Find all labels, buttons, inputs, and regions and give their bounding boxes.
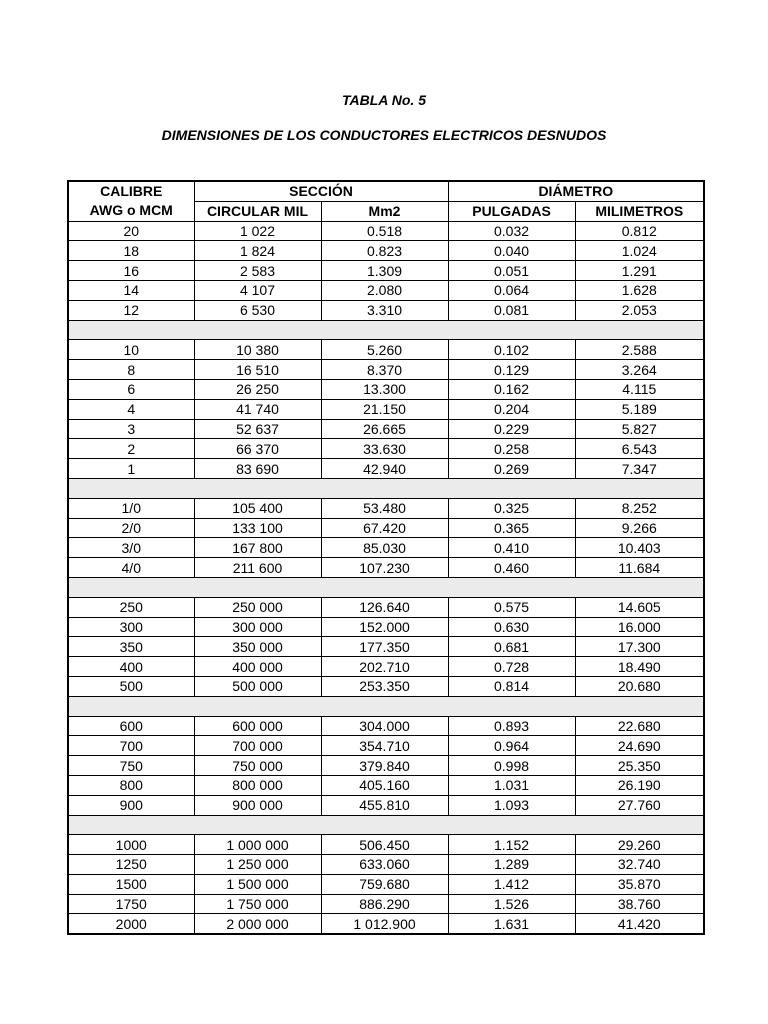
circular-mil-cell: 41 740: [194, 399, 321, 419]
table-row: [68, 558, 704, 578]
mm2-cell: 202.710: [321, 657, 448, 677]
milimetros-cell: 5.189: [575, 399, 704, 419]
page-subtitle: DIMENSIONES DE LOS CONDUCTORES ELECTRICOS DESNUDOS: [161, 127, 607, 143]
pulgadas-cell: 0.229: [448, 419, 575, 439]
table-row: [68, 874, 704, 894]
mm2-cell: 0.823: [321, 241, 448, 261]
calibre-cell: 1250: [68, 855, 194, 875]
table-row: [68, 340, 704, 360]
table-row: [68, 498, 704, 518]
milimetros-cell: 35.870: [575, 874, 704, 894]
pulgadas-cell: 0.814: [448, 676, 575, 696]
calibre-cell: 1750: [68, 894, 194, 914]
milimetros-cell: 38.760: [575, 894, 704, 914]
milimetros-cell: 11.684: [575, 558, 704, 578]
table-row: [68, 676, 704, 696]
pulgadas-cell: 0.081: [448, 300, 575, 320]
separator-cell: [68, 815, 704, 835]
calibre-cell: 2/0: [68, 518, 194, 538]
circular-mil-cell: 26 250: [194, 379, 321, 399]
milimetros-cell: 5.827: [575, 419, 704, 439]
separator-cell: [68, 320, 704, 340]
header-milimetros: MILIMETROS: [575, 201, 704, 221]
milimetros-cell: 1.291: [575, 261, 704, 281]
group-separator-row: [68, 478, 704, 498]
pulgadas-cell: 0.630: [448, 617, 575, 637]
mm2-cell: 886.290: [321, 894, 448, 914]
table-row: [68, 360, 704, 380]
mm2-cell: 5.260: [321, 340, 448, 360]
circular-mil-cell: 167 800: [194, 538, 321, 558]
calibre-cell: 1500: [68, 874, 194, 894]
table-row: [68, 261, 704, 281]
milimetros-cell: 26.190: [575, 775, 704, 795]
circular-mil-cell: 500 000: [194, 676, 321, 696]
milimetros-cell: 14.605: [575, 597, 704, 617]
milimetros-cell: 0.812: [575, 221, 704, 241]
circular-mil-cell: 66 370: [194, 439, 321, 459]
circular-mil-cell: 1 000 000: [194, 835, 321, 855]
milimetros-cell: 25.350: [575, 756, 704, 776]
separator-cell: [68, 696, 704, 716]
table-row: [68, 775, 704, 795]
table-row: [68, 280, 704, 300]
page-title: TABLA No. 5: [342, 92, 426, 108]
separator-cell: [68, 577, 704, 597]
pulgadas-cell: 0.032: [448, 221, 575, 241]
milimetros-cell: 3.264: [575, 360, 704, 380]
circular-mil-cell: 600 000: [194, 716, 321, 736]
pulgadas-cell: 0.893: [448, 716, 575, 736]
table-row: [68, 795, 704, 815]
mm2-cell: 85.030: [321, 538, 448, 558]
pulgadas-cell: 0.998: [448, 756, 575, 776]
milimetros-cell: 24.690: [575, 736, 704, 756]
calibre-cell: 1/0: [68, 498, 194, 518]
circular-mil-cell: 1 824: [194, 241, 321, 261]
milimetros-cell: 20.680: [575, 676, 704, 696]
pulgadas-cell: 1.093: [448, 795, 575, 815]
table-row: [68, 756, 704, 776]
circular-mil-cell: 900 000: [194, 795, 321, 815]
circular-mil-cell: 300 000: [194, 617, 321, 637]
pulgadas-cell: 0.064: [448, 280, 575, 300]
pulgadas-cell: 1.631: [448, 914, 575, 934]
mm2-cell: 354.710: [321, 736, 448, 756]
circular-mil-cell: 2 000 000: [194, 914, 321, 934]
circular-mil-cell: 350 000: [194, 637, 321, 657]
circular-mil-cell: 1 022: [194, 221, 321, 241]
circular-mil-cell: 133 100: [194, 518, 321, 538]
table-row: [68, 637, 704, 657]
circular-mil-cell: 52 637: [194, 419, 321, 439]
pulgadas-cell: 0.728: [448, 657, 575, 677]
calibre-cell: 300: [68, 617, 194, 637]
pulgadas-cell: 0.258: [448, 439, 575, 459]
pulgadas-cell: 0.102: [448, 340, 575, 360]
pulgadas-cell: 0.325: [448, 498, 575, 518]
pulgadas-cell: 1.526: [448, 894, 575, 914]
table-row: [68, 241, 704, 261]
milimetros-cell: 16.000: [575, 617, 704, 637]
mm2-cell: 26.665: [321, 419, 448, 439]
header-mm2: Mm2: [321, 201, 448, 221]
circular-mil-cell: 750 000: [194, 756, 321, 776]
table-row: [68, 439, 704, 459]
mm2-cell: 53.480: [321, 498, 448, 518]
pulgadas-cell: 0.269: [448, 459, 575, 479]
mm2-cell: 405.160: [321, 775, 448, 795]
calibre-cell: 600: [68, 716, 194, 736]
circular-mil-cell: 83 690: [194, 459, 321, 479]
milimetros-cell: 10.403: [575, 538, 704, 558]
pulgadas-cell: 0.460: [448, 558, 575, 578]
milimetros-cell: 2.588: [575, 340, 704, 360]
milimetros-cell: 32.740: [575, 855, 704, 875]
calibre-cell: 20: [68, 221, 194, 241]
pulgadas-cell: 0.040: [448, 241, 575, 261]
mm2-cell: 13.300: [321, 379, 448, 399]
table-row: [68, 538, 704, 558]
header-diametro: DIÁMETRO: [448, 181, 704, 201]
table-row: [68, 855, 704, 875]
circular-mil-cell: 1 750 000: [194, 894, 321, 914]
calibre-cell: 4: [68, 399, 194, 419]
mm2-cell: 759.680: [321, 874, 448, 894]
milimetros-cell: 1.628: [575, 280, 704, 300]
circular-mil-cell: 800 000: [194, 775, 321, 795]
pulgadas-cell: 0.681: [448, 637, 575, 657]
group-separator-row: [68, 577, 704, 597]
mm2-cell: 455.810: [321, 795, 448, 815]
mm2-cell: 21.150: [321, 399, 448, 419]
pulgadas-cell: 0.162: [448, 379, 575, 399]
circular-mil-cell: 1 250 000: [194, 855, 321, 875]
calibre-cell: 1000: [68, 835, 194, 855]
table-row: [68, 399, 704, 419]
mm2-cell: 126.640: [321, 597, 448, 617]
circular-mil-cell: 1 500 000: [194, 874, 321, 894]
milimetros-cell: 17.300: [575, 637, 704, 657]
header-calibre: [68, 181, 194, 221]
circular-mil-cell: 2 583: [194, 261, 321, 281]
circular-mil-cell: 250 000: [194, 597, 321, 617]
circular-mil-cell: 400 000: [194, 657, 321, 677]
milimetros-cell: 4.115: [575, 379, 704, 399]
calibre-cell: 1: [68, 459, 194, 479]
pulgadas-cell: 0.410: [448, 538, 575, 558]
pulgadas-cell: 0.204: [448, 399, 575, 419]
circular-mil-cell: 105 400: [194, 498, 321, 518]
table-row: [68, 597, 704, 617]
pulgadas-cell: 0.129: [448, 360, 575, 380]
calibre-cell: 3/0: [68, 538, 194, 558]
milimetros-cell: 2.053: [575, 300, 704, 320]
milimetros-cell: 7.347: [575, 459, 704, 479]
table-row: [68, 894, 704, 914]
table-row: [68, 459, 704, 479]
mm2-cell: 8.370: [321, 360, 448, 380]
header-calibre-label: CALIBRE: [100, 183, 163, 200]
table-row: [68, 914, 704, 934]
table-row: [68, 736, 704, 756]
table-row: [68, 300, 704, 320]
mm2-cell: 33.630: [321, 439, 448, 459]
table-row: [68, 835, 704, 855]
table-row: [68, 518, 704, 538]
table-row: [68, 221, 704, 241]
mm2-cell: 633.060: [321, 855, 448, 875]
mm2-cell: 3.310: [321, 300, 448, 320]
pulgadas-cell: 1.031: [448, 775, 575, 795]
table-row: [68, 657, 704, 677]
table-row: [68, 617, 704, 637]
calibre-cell: 900: [68, 795, 194, 815]
table-row: [68, 716, 704, 736]
calibre-cell: 350: [68, 637, 194, 657]
table-header: [68, 181, 704, 221]
calibre-cell: 800: [68, 775, 194, 795]
header-seccion: SECCIÓN: [194, 181, 448, 201]
mm2-cell: 42.940: [321, 459, 448, 479]
milimetros-cell: 1.024: [575, 241, 704, 261]
group-separator-row: [68, 320, 704, 340]
mm2-cell: 379.840: [321, 756, 448, 776]
header-pulgadas: PULGADAS: [448, 201, 575, 221]
mm2-cell: 0.518: [321, 221, 448, 241]
mm2-cell: 1.309: [321, 261, 448, 281]
pulgadas-cell: 1.412: [448, 874, 575, 894]
milimetros-cell: 9.266: [575, 518, 704, 538]
calibre-cell: 400: [68, 657, 194, 677]
calibre-cell: 700: [68, 736, 194, 756]
circular-mil-cell: 16 510: [194, 360, 321, 380]
pulgadas-cell: 1.289: [448, 855, 575, 875]
calibre-cell: 250: [68, 597, 194, 617]
milimetros-cell: 18.490: [575, 657, 704, 677]
calibre-cell: 16: [68, 261, 194, 281]
pulgadas-cell: 0.575: [448, 597, 575, 617]
mm2-cell: 506.450: [321, 835, 448, 855]
circular-mil-cell: 10 380: [194, 340, 321, 360]
mm2-cell: 304.000: [321, 716, 448, 736]
circular-mil-cell: 211 600: [194, 558, 321, 578]
mm2-cell: 152.000: [321, 617, 448, 637]
calibre-cell: 500: [68, 676, 194, 696]
mm2-cell: 253.350: [321, 676, 448, 696]
table-body: [68, 221, 704, 934]
milimetros-cell: 29.260: [575, 835, 704, 855]
mm2-cell: 1 012.900: [321, 914, 448, 934]
milimetros-cell: 41.420: [575, 914, 704, 934]
mm2-cell: 107.230: [321, 558, 448, 578]
circular-mil-cell: 4 107: [194, 280, 321, 300]
pulgadas-cell: 0.365: [448, 518, 575, 538]
milimetros-cell: 22.680: [575, 716, 704, 736]
circular-mil-cell: 700 000: [194, 736, 321, 756]
mm2-cell: 67.420: [321, 518, 448, 538]
separator-cell: [68, 478, 704, 498]
calibre-cell: 10: [68, 340, 194, 360]
group-separator-row: [68, 815, 704, 835]
milimetros-cell: 6.543: [575, 439, 704, 459]
calibre-cell: 2000: [68, 914, 194, 934]
pulgadas-cell: 0.051: [448, 261, 575, 281]
mm2-cell: 177.350: [321, 637, 448, 657]
table-row: [68, 419, 704, 439]
mm2-cell: 2.080: [321, 280, 448, 300]
calibre-cell: 14: [68, 280, 194, 300]
calibre-cell: 3: [68, 419, 194, 439]
calibre-cell: 6: [68, 379, 194, 399]
calibre-cell: 750: [68, 756, 194, 776]
table-row: [68, 379, 704, 399]
header-awg-label: AWG o MCM: [89, 202, 173, 219]
calibre-cell: 18: [68, 241, 194, 261]
group-separator-row: [68, 696, 704, 716]
pulgadas-cell: 0.964: [448, 736, 575, 756]
calibre-cell: 2: [68, 439, 194, 459]
calibre-cell: 12: [68, 300, 194, 320]
header-circular-mil: CIRCULAR MIL: [194, 201, 321, 221]
circular-mil-cell: 6 530: [194, 300, 321, 320]
milimetros-cell: 8.252: [575, 498, 704, 518]
conductor-table: [67, 180, 705, 935]
calibre-cell: 4/0: [68, 558, 194, 578]
calibre-cell: 8: [68, 360, 194, 380]
milimetros-cell: 27.760: [575, 795, 704, 815]
pulgadas-cell: 1.152: [448, 835, 575, 855]
